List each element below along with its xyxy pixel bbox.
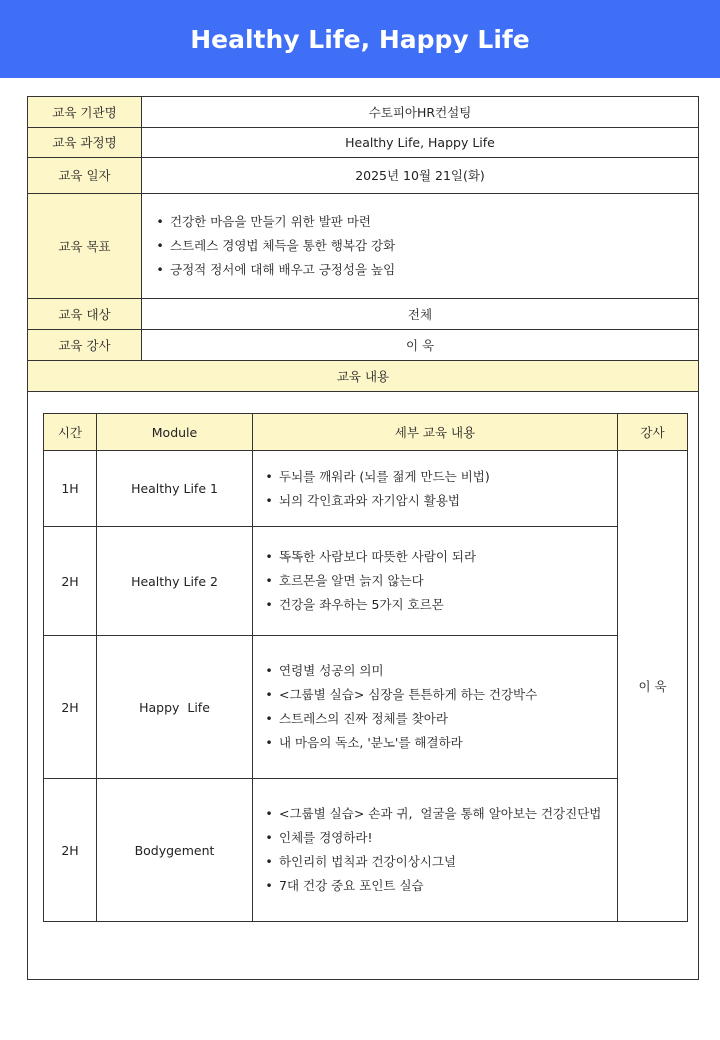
target-label: 교육 대상 (28, 298, 142, 329)
page-title: Healthy Life, Happy Life (190, 24, 530, 54)
list-item: • <그룹별 실습> 손과 귀, 얼굴을 통해 알아보는 건강진단법 (265, 806, 602, 821)
detail-cell (253, 451, 618, 527)
institution-value: 수토피아HR컨설팅 (142, 97, 699, 127)
row-date (28, 157, 698, 193)
date-value: 2025년 10월 21일(화) (142, 157, 699, 193)
header-banner (0, 0, 720, 78)
time-cell: 1H (44, 451, 97, 527)
module-cell: Happy Life (97, 636, 253, 779)
time-cell: 2H (44, 636, 97, 779)
target-value: 전체 (142, 298, 699, 329)
objective-item: • 스트레스 경영법 체득을 통한 행복감 강화 (156, 237, 396, 253)
detail-cell (253, 636, 618, 779)
schedule-header-row (44, 414, 688, 451)
row-content-header (28, 360, 698, 391)
table-row (44, 527, 688, 636)
row-target (28, 298, 698, 329)
row-course (28, 127, 698, 157)
instructor-cell: 이 욱 (618, 451, 688, 922)
date-label: 교육 일자 (28, 157, 142, 193)
institution-label: 교육 기관명 (28, 97, 142, 127)
row-instructor (28, 329, 698, 360)
row-objectives (28, 193, 698, 298)
time-cell: 2H (44, 779, 97, 922)
table-row (44, 779, 688, 922)
list-item: • 호르몬을 알면 늙지 않는다 (265, 573, 424, 588)
list-item: • 인체를 경영하라! (265, 830, 373, 845)
list-item: • 두뇌를 깨워라 (뇌를 젊게 만드는 비법) (265, 468, 490, 484)
list-item: • <그룹별 실습> 심장을 튼튼하게 하는 건강박수 (265, 687, 538, 702)
time-cell: 2H (44, 527, 97, 636)
objectives-label: 교육 목표 (28, 193, 142, 298)
module-cell: Bodygement (97, 779, 253, 922)
row-institution (28, 97, 698, 127)
course-label: 교육 과정명 (28, 127, 142, 157)
time-column-header: 시간 (44, 414, 97, 451)
list-item: • 하인리히 법칙과 건강이상시그널 (265, 854, 456, 869)
table-row (44, 451, 688, 527)
table-row (44, 636, 688, 779)
detail-cell (253, 779, 618, 922)
list-item: • 7대 건강 중요 포인트 실습 (265, 878, 424, 893)
detail-cell (253, 527, 618, 636)
objective-item: • 긍정적 정서에 대해 배우고 긍정성을 높임 (156, 261, 396, 277)
module-cell: Healthy Life 2 (97, 527, 253, 636)
instructor-value: 이 욱 (142, 329, 699, 360)
list-item: • 스트레스의 진짜 정체를 찾아라 (265, 711, 448, 726)
course-info-table (28, 97, 698, 392)
objectives-value (142, 193, 699, 298)
schedule-table (43, 413, 688, 922)
list-item: • 건강을 좌우하는 5가지 호르몬 (265, 597, 444, 612)
list-item: • 연령별 성공의 의미 (265, 663, 384, 678)
module-cell: Healthy Life 1 (97, 451, 253, 527)
detail-column-header: 세부 교육 내용 (253, 414, 618, 451)
objective-item: • 건강한 마음을 만들기 위한 발판 마련 (156, 213, 371, 229)
list-item: • 내 마음의 독소, '분노'를 해결하라 (265, 735, 463, 750)
course-value: Healthy Life, Happy Life (142, 127, 699, 157)
instructor-column-header: 강사 (618, 414, 688, 451)
course-info-document (27, 96, 699, 980)
module-column-header: Module (97, 414, 253, 451)
instructor-label: 교육 강사 (28, 329, 142, 360)
list-item: • 뇌의 각인효과와 자기암시 활용법 (265, 492, 460, 508)
list-item: • 똑똑한 사람보다 따뜻한 사람이 되라 (265, 549, 477, 564)
content-section-header: 교육 내용 (28, 360, 698, 391)
